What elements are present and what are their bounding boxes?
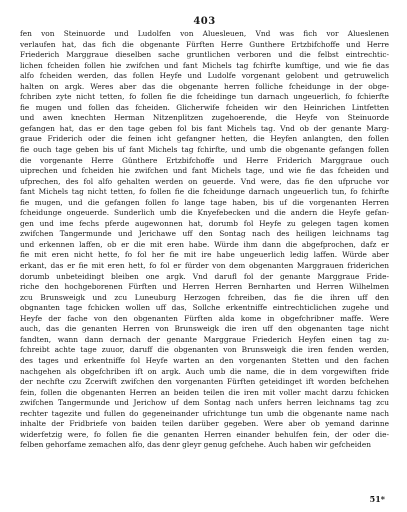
text-line: fie ouch tage geben bis uf fant Michels tag fchirfte, und umb die obgenante gefangen follen	[20, 145, 389, 155]
text-line: fchriben zyte nicht tetten, fo follen fie die fcheidinge tun darnach ungeuerlich, fo fchierfte	[20, 92, 389, 102]
text-line: fie mugen und follen das fcheiden. Glicherwife fcheiden wir den Heinrichen Lintfetten	[20, 102, 389, 112]
text-line: erkant, das er fie mit eren hett, fo fol er fürder von dem obgenanten Marggrauen friderichen	[20, 261, 389, 271]
text-line: obgnanten tage fchicken wollen uff das, Sollche erkentniffe eintrechticlichen zugehe und	[20, 303, 389, 313]
text-line: fandten, wann dann dernach der genante Marggraue Friederich Heyfen einen tag zu-	[20, 334, 389, 344]
text-line: fie mit eren nicht hette, fo fol her fie mit ire habe ungeuerlich ledig laffen. Würde aber	[20, 250, 389, 260]
text-line: der nechfte czu Zcerwift zwifchen den vorgenanten Fürften geteidinget ift worden befchehen	[20, 377, 389, 387]
text-line: felben gehorfame zemachen alfo, das denr gleyr genug gefchehe. Auch haben wir gefcheiden	[20, 440, 371, 450]
text-line: graue Friderich oder die feinen icht gefangner hetten, die Heyfen anlangten, den follen	[20, 134, 389, 144]
text-line: die vorgenante Herre Günthere Ertzbifchoffe und Herre Friderich Marggraue ouch	[20, 155, 389, 165]
text-line: fen von Steinuorde und Ludolfen von Aluesleuen, Vnd was fich vor Alueslenen	[20, 29, 389, 38]
text-line: zcu Brunsweigk und zcu Luneuburg Herzogen fchreiben, das fie die ihren uff den	[20, 292, 389, 302]
text-line: fchreibt achte tage zuuor, daruff die obgenanten von Brunsweigk die iren fenden werden,	[20, 345, 389, 355]
text-line: Friederich Marggraue dieselben sache gruntlichen verboren und die felbst eintrechtic-	[20, 50, 389, 60]
text-line: halten on argk. Weres aber das die obgenante herren folliche fcheidunge in der obge-	[20, 81, 389, 91]
text-line: nachgehen als obgefchriben ift on argk. Auch umb die name, die in dem vorgewiften fride	[20, 366, 389, 376]
text-line: Heyfe der fache von den obgenanten Fürften alda kome in obgefchribner maffe. Were	[20, 313, 389, 323]
text-line: zwifchen Tangermunde und Jerichawe uff den Sontag nach des heiligen leichnams tag	[20, 229, 389, 239]
text-line: des tages und erkentniffe fol Heyfe warten an den vorgenanten Stetten und den fachen	[20, 355, 389, 365]
body-text	[20, 29, 389, 451]
text-line: und awen knechten Herman Nitzenplitzen zugehoerende, die Heyfe von Steinuorde	[20, 113, 389, 123]
text-line: fein, follen die obgenanten Herren an beiden teilen die iren mit voller macht darzu fchicken	[20, 387, 389, 397]
text-line: gen und ime fechs pferde augewonnen hat, dorumb fol Heyfe zu gelegen tagen komen	[20, 218, 389, 228]
page-number: 403	[193, 16, 216, 27]
text-line: inhalte der Fridbriefe von baiden teilen darüber gegeben. Were aber ob yemand darinne	[20, 419, 389, 429]
text-line: dorumb unbeteidingt bleiben one argk. Vnd darufl fol der genante Marggraue Fride-	[20, 271, 389, 281]
text-line: und erkennen laffen, ob er die mit eren habe. Würde ihm dann die abgefprochen, dafz er	[20, 239, 389, 249]
text-line: riche den hochgeborenen Fürften und Herren Herren Bernharten und Herren Wilhelmen	[20, 282, 389, 292]
text-line: gefangen hat, das er den tage geben fol bis fant Michels tag. Vnd ob der genante Marg-	[20, 123, 389, 133]
text-line: ufprechen, des fol alfo gehalten werden on geuerde. Vnd were, das fie den ufpruche vor	[20, 176, 389, 186]
text-line: alfo fcheiden werden, das follen Heyfe und Ludolfe vorgenant gelobent und getruwelich	[20, 71, 389, 81]
text-line: uiprechen und fcheiden hie zwifchen und fant Michels tage, und wie fie das fcheiden und	[20, 166, 389, 176]
text-line: fant Michels tag nicht tetten, fo follen fie die fcheidunge darnach ungeuerlich tun, fo fchirfte	[20, 187, 389, 197]
signature-mark: 51*	[369, 494, 385, 504]
text-line: verlaufen hat, das fich die obgenante Fürften Herre Gunthere Ertzbifchoffe und Herre	[20, 39, 389, 49]
text-line: fie mugen, und die gefangen follen fo lange tage haben, bis uf die vorgenanten Herren	[20, 197, 389, 207]
text-line: auch, das die genanten Herren von Brunsweigk die iren uff den obgenanten tage nicht	[20, 324, 389, 334]
text-line: lichen fcheiden follen hie zwifchen und fant Michels tag fchirfte kumftige, und wie fie das	[20, 60, 389, 70]
text-line: zwifchen Tangermunde und Jerichow uf dem Sontag nach unfers herren leichnams tag zcu	[20, 398, 389, 408]
text-line: widerfetzig were, fo follen fie die genanten Herren einander behulfen fein, der oder die-	[20, 429, 389, 439]
text-line: fcheidunge ongeuerde. Sunderlich umb die Knyefebecken und die andern die Heyfe gefan-	[20, 208, 389, 218]
text-line: rechter tagezite und fullen do gegeneinander ufrichtunge tun umb die obgenante name nach	[20, 408, 389, 418]
